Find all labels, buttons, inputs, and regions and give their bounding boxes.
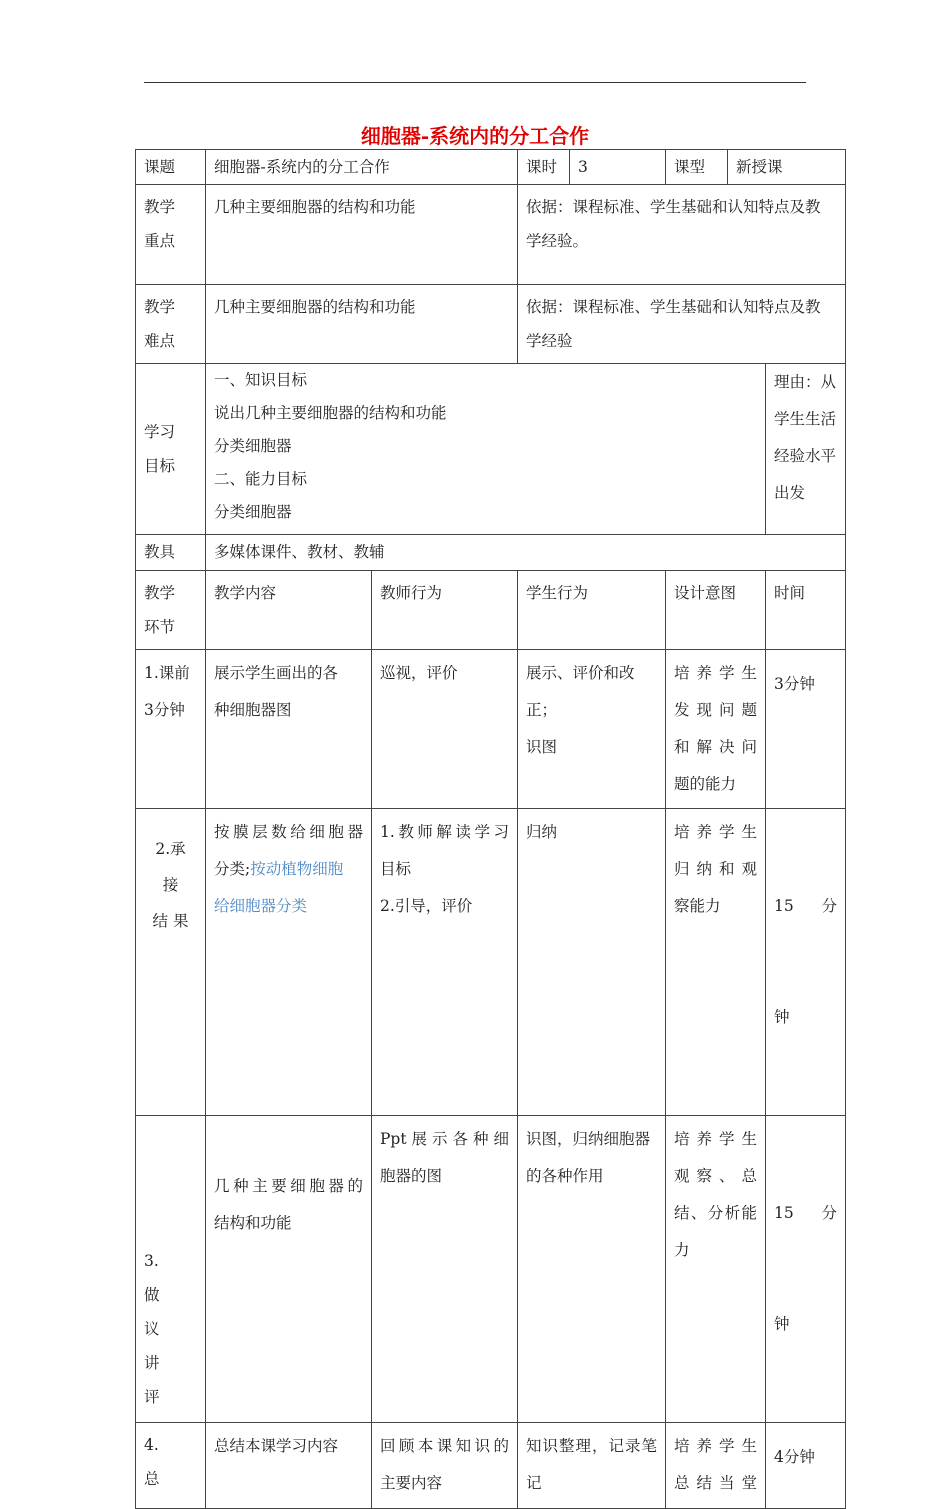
tools-value: 多媒体课件、教材、教辅: [206, 535, 846, 571]
teacher-cell: 巡视，评价: [372, 650, 518, 809]
objectives-reason: 理由：从 学生生活 经验水平 出发: [766, 364, 846, 535]
document-title: 细胞器-系统内的分工合作: [360, 124, 590, 148]
tools-label: 教具: [136, 535, 206, 571]
content-cell: 总结本课学习内容: [206, 1423, 372, 1509]
objectives-label: 学习 目标: [136, 364, 206, 535]
objectives-content: 一、知识目标 说出几种主要细胞器的结构和功能 分类细胞器 二、能力目标 分类细胞器: [206, 364, 766, 535]
teacher-cell: 1.教师解读学习 目标 2.引导，评价: [372, 809, 518, 1116]
type-value: 新授课: [728, 150, 846, 185]
student-header: 学生行为: [518, 571, 666, 650]
content-cell: 展示学生画出的各 种细胞器图: [206, 650, 372, 809]
table-row: [136, 809, 846, 1116]
stage-header: 教学 环节: [136, 571, 206, 650]
student-cell: 知识整理，记录笔 记: [518, 1423, 666, 1509]
intent-cell: 培养学生 观察、总 结、分析能 力: [666, 1116, 766, 1423]
time-cell: 15 分 钟: [766, 809, 846, 1116]
student-cell: 展示、评价和改正； 识图: [518, 650, 666, 809]
topic-value: 细胞器-系统内的分工合作: [206, 150, 518, 185]
lesson-plan-table: [135, 149, 846, 1509]
teacher-cell: 回顾本课知识的 主要内容: [372, 1423, 518, 1509]
header-rule: [144, 82, 806, 83]
key-points-label: 教学 重点: [136, 185, 206, 285]
intent-cell: 培养学生 总结当堂: [666, 1423, 766, 1509]
table-row: [136, 650, 846, 809]
stage-cell: 2.承 接 结 果: [136, 809, 206, 1116]
type-label: 课型: [666, 150, 728, 185]
intent-header: 设计意图: [666, 571, 766, 650]
difficulties-basis: 依据：课程标准、学生基础和认知特点及教 学经验: [518, 285, 846, 364]
content-header: 教学内容: [206, 571, 372, 650]
content-cell: 几种主要细胞器的 结构和功能: [206, 1116, 372, 1423]
teacher-header: 教师行为: [372, 571, 518, 650]
difficulties-label: 教学 难点: [136, 285, 206, 364]
student-cell: 归纳: [518, 809, 666, 1116]
intent-cell: 培养学生 归纳和观 察能力: [666, 809, 766, 1116]
key-points-basis: 依据：课程标准、学生基础和认知特点及教 学经验。: [518, 185, 846, 285]
key-points-content: 几种主要细胞器的结构和功能: [206, 185, 518, 285]
difficulties-content: 几种主要细胞器的结构和功能: [206, 285, 518, 364]
topic-label: 课题: [136, 150, 206, 185]
time-cell: 3分钟: [766, 650, 846, 809]
intent-cell: 培养学生 发现问题 和解决问 题的能力: [666, 650, 766, 809]
table-row: [136, 1116, 846, 1423]
content-cell: 按膜层数给细胞器 分类;按动植物细胞 给细胞器分类: [206, 809, 372, 1116]
stage-cell: 1.课前 3分钟: [136, 650, 206, 809]
time-cell: 4分钟: [766, 1423, 846, 1509]
time-cell: 15 分 钟: [766, 1116, 846, 1423]
hours-value: 3: [570, 150, 666, 185]
hours-label: 课时: [518, 150, 570, 185]
time-header: 时间: [766, 571, 846, 650]
stage-cell: 4. 总: [136, 1423, 206, 1509]
student-cell: 识图，归纳细胞器 的各种作用: [518, 1116, 666, 1423]
table-row: [136, 1423, 846, 1509]
stage-cell: 3. 做 议 讲 评: [136, 1116, 206, 1423]
teacher-cell: Ppt展示各种细 胞器的图: [372, 1116, 518, 1423]
